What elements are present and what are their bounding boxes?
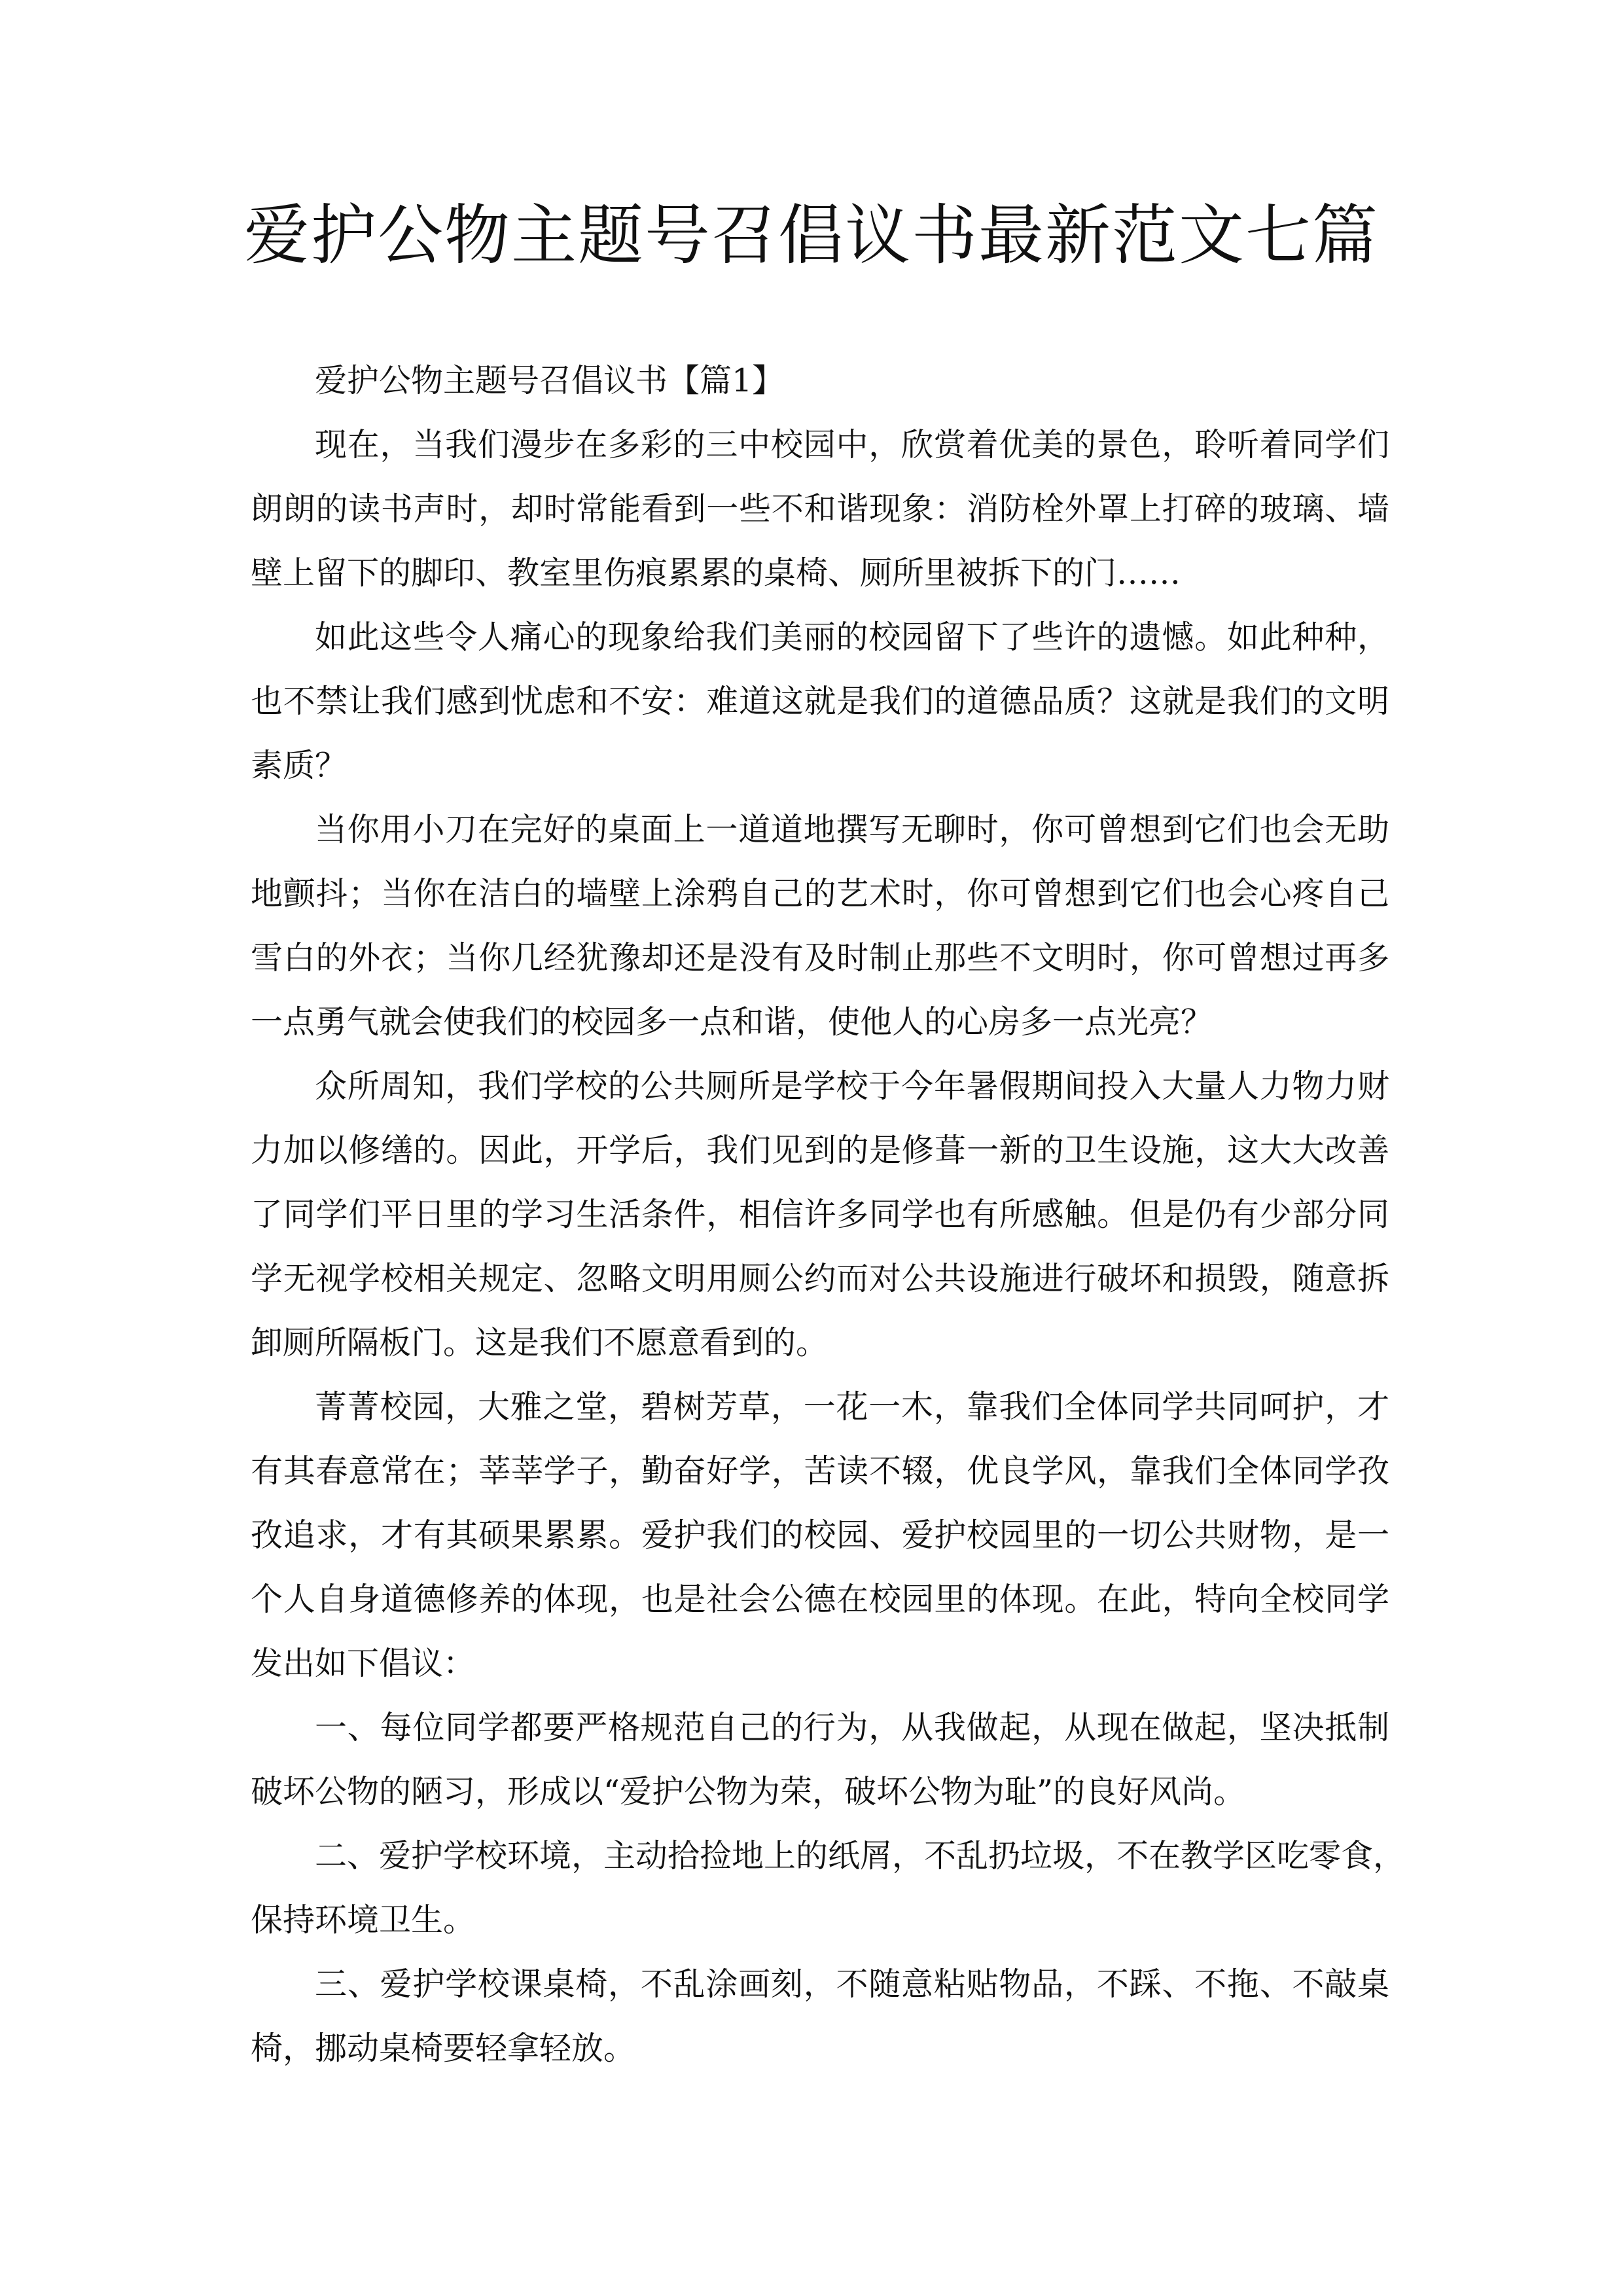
text-line: 如此这些令人痛心的现象给我们美丽的校园留下了些许的遗憾。如此种种， [315, 619, 1389, 656]
text-line: 当你用小刀在完好的桌面上一道道地撰写无聊时，你可曾想到它们也会无助 [315, 811, 1389, 848]
text-line: 了同学们平日里的学习生活条件，相信许多同学也有所感触。但是仍有少部分同 [251, 1196, 1389, 1233]
text-line: 椅，挪动桌椅要轻拿轻放。 [251, 2030, 636, 2067]
text-line: 雪白的外衣；当你几经犹豫却还是没有及时制止那些不文明时，你可曾想过再多 [251, 939, 1389, 977]
text-line: 爱护公物主题号召倡议书【篇1】 [315, 362, 785, 399]
text-line: 菁菁校园，大雅之堂，碧树芳草，一花一木，靠我们全体同学共同呵护，才 [315, 1388, 1389, 1426]
text-line: 一点勇气就会使我们的校园多一点和谐，使他人的心房多一点光亮？ [251, 1003, 1213, 1041]
text-line: 素质？ [251, 747, 348, 784]
text-line: 孜追求，才有其硕果累累。爱护我们的校园、爱护校园里的一切公共财物，是一 [251, 1516, 1389, 1554]
text-line: 现在，当我们漫步在多彩的三中校园中，欣赏着优美的景色，聆听着同学们 [315, 426, 1389, 463]
paragraph [251, 798, 1389, 1054]
text-line: 三、爱护学校课桌椅，不乱涂画刻，不随意粘贴物品，不踩、不拖、不敲桌 [315, 1965, 1389, 2003]
section-heading [251, 349, 1389, 413]
paragraph [251, 413, 1389, 605]
document-body [251, 349, 1406, 2081]
text-line: 地颤抖；当你在洁白的墙壁上涂鸦自己的艺术时，你可曾想到它们也会心疼自己 [251, 875, 1389, 912]
text-line: 个人自身道德修养的体现，也是社会公德在校园里的体现。在此，特向全校同学 [251, 1581, 1389, 1618]
text-line: 壁上留下的脚印、教室里伤痕累累的桌椅、厕所里被拆下的门…… [251, 554, 1181, 592]
text-line: 破坏公物的陋习，形成以“爱护公物为荣，破坏公物为耻”的良好风尚。 [251, 1773, 1246, 1810]
text-line: 发出如下倡议： [251, 1645, 476, 1682]
text-line: 卸厕所隔板门。这是我们不愿意看到的。 [251, 1324, 829, 1361]
paragraph [251, 1824, 1406, 1952]
paragraph [251, 1054, 1389, 1375]
text-line: 有其春意常在；莘莘学子，勤奋好学，苦读不辍，优良学风，靠我们全体同学孜 [251, 1452, 1389, 1490]
paragraph [251, 605, 1389, 798]
text-line: 力加以修缮的。因此，开学后，我们见到的是修葺一新的卫生设施，这大大改善 [251, 1132, 1389, 1169]
text-line: 学无视学校相关规定、忽略文明用厕公约而对公共设施进行破坏和损毁，随意拆 [251, 1260, 1389, 1297]
text-line: 朗朗的读书声时，却时常能看到一些不和谐现象：消防栓外罩上打碎的玻璃、墙 [251, 490, 1389, 528]
text-line: 一、每位同学都要严格规范自己的行为，从我做起，从现在做起，坚决抵制 [315, 1709, 1389, 1746]
paragraph [251, 1952, 1389, 2081]
paragraph [251, 1696, 1389, 1824]
text-line: 众所周知，我们学校的公共厕所是学校于今年暑假期间投入大量人力物力财 [315, 1067, 1389, 1105]
text-line: 也不禁让我们感到忧虑和不安：难道这就是我们的道德品质？这就是我们的文明 [251, 683, 1389, 720]
document-title: 爱护公物主题号召倡议书最新范文七篇 [244, 197, 1379, 274]
text-line: 二、爱护学校环境，主动拾捡地上的纸屑，不乱扔垃圾，不在教学区吃零食， [315, 1837, 1406, 1874]
paragraph [251, 1375, 1389, 1696]
text-line: 保持环境卫生。 [251, 1901, 476, 1939]
